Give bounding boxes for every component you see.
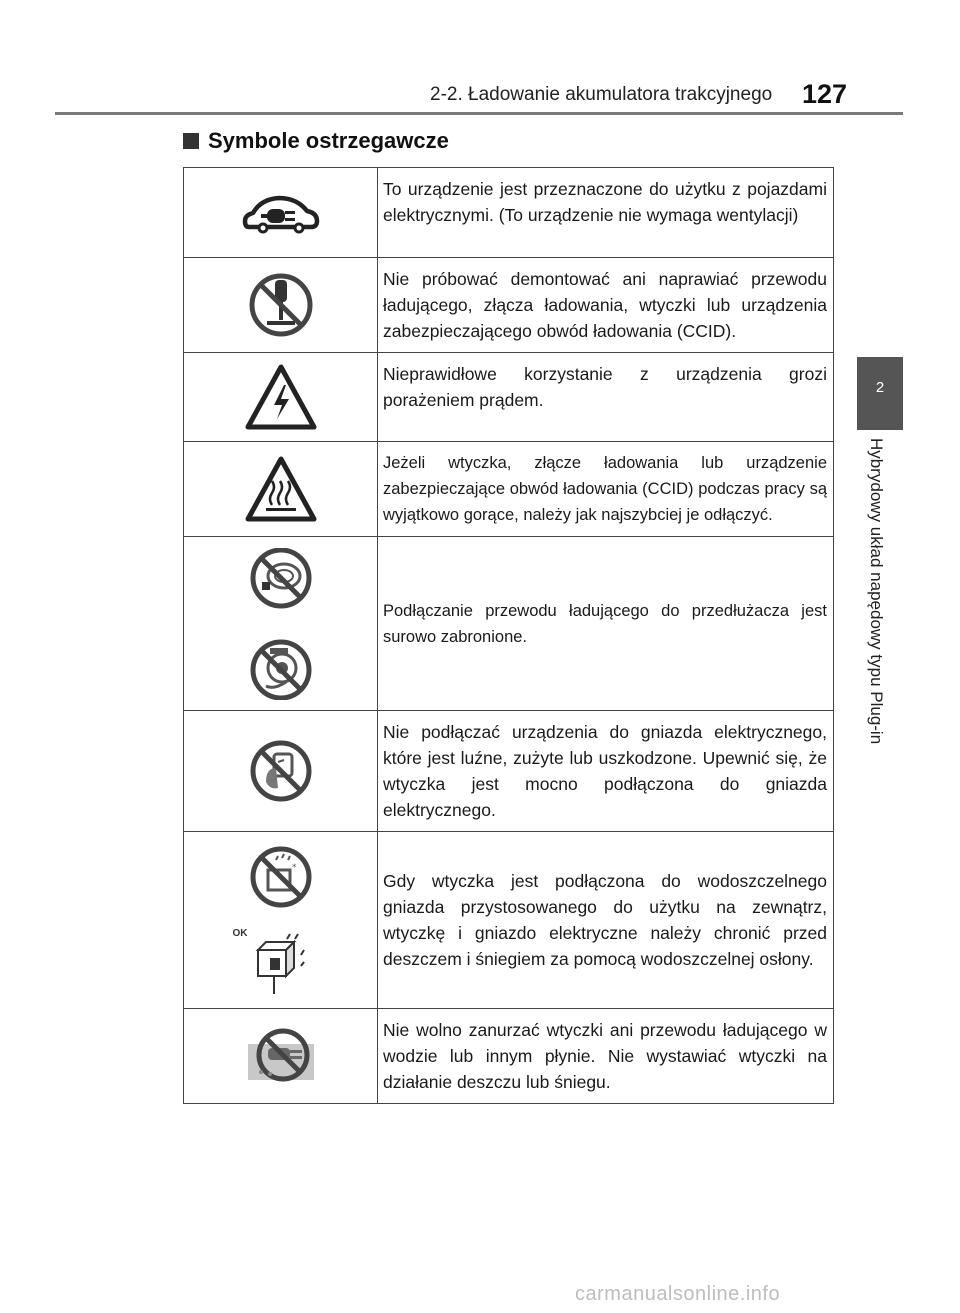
table-row: [184, 168, 834, 258]
table-row: [184, 353, 834, 442]
no-disassembly-screwdriver-icon: [248, 272, 314, 338]
watermark: carmanualsonline.info: [575, 1283, 781, 1305]
warning-symbols-table: [183, 167, 834, 1104]
bullet-square-icon: [183, 133, 199, 149]
description-text: Podłączanie przewodu ładującego do przedłużacza jest surowo zabronione.: [378, 537, 834, 711]
description-text: To urządzenie jest przeznaczone do użytku z pojazdami elektrycznymi. (To urządzenie nie wymaga wentylacji): [378, 168, 834, 258]
icon-cell: [184, 1009, 378, 1104]
table-row: [184, 442, 834, 537]
icon-cell: [184, 353, 378, 442]
table-row: [184, 711, 834, 832]
description-text: Jeżeli wtyczka, złącze ładowania lub urządzenie zabezpieczające obwód ładowania (CCID) podczas pracy są wyjątkowo gorące, należy jak najszybciej je odłączyć.: [378, 442, 834, 537]
description-text: Nie próbować demontować ani naprawiać przewodu ładującego, złącza ładowania, wtyczki lub urządzenia zabezpieczającego obwód ładowania (CCID).: [378, 258, 834, 353]
icon-cell: [184, 832, 378, 1009]
page-number: 127: [802, 79, 848, 109]
description-text: Nie podłączać urządzenia do gniazda elektrycznego, które jest luźne, zużyte lub uszkodzone. Upewnić się, że wtyczka jest mocno podłączona do gniazda elektrycznego.: [378, 711, 834, 832]
no-loose-outlet-icon: [248, 738, 314, 804]
icon-cell: [184, 168, 378, 258]
table-row: [184, 1009, 834, 1104]
description-text: Nie wolno zanurzać wtyczki ani przewodu ładującego w wodzie lub innym płynie. Nie wystawiać wtyczki na działanie deszczu lub śniegu.: [378, 1009, 834, 1104]
section-title: [183, 128, 449, 154]
electric-shock-warning-icon: [244, 363, 318, 431]
no-extension-cord-icon: [248, 548, 314, 700]
chapter-side-label: [861, 438, 891, 798]
description-text: Gdy wtyczka jest podłączona do wodoszczelnego gniazda przystosowanego do użytku na zewnątrz, wtyczkę i gniazdo elektryczne należy chronić przed deszczem i śniegiem za pomocą wodoszczelnej osłony.: [378, 832, 834, 1009]
icon-cell: [184, 537, 378, 711]
ok-label: OK: [232, 928, 248, 939]
description-text: Nieprawidłowe korzystanie z urządzenia grozi porażeniem prądem.: [378, 353, 834, 442]
no-submerge-icon: [246, 1028, 316, 1084]
table-row: [184, 832, 834, 1009]
weatherproof-outlet-icon: [246, 928, 316, 998]
table-row: [184, 537, 834, 711]
icon-cell: [184, 258, 378, 353]
header-divider: [55, 112, 903, 115]
icon-cell: [184, 442, 378, 537]
header-title: 2-2. Ładowanie akumulatora trakcyjnego: [430, 84, 773, 105]
electric-vehicle-plug-icon: [241, 191, 321, 235]
chapter-number: 2: [875, 379, 885, 396]
svg-text:*: *: [291, 863, 296, 873]
chapter-tab: [857, 357, 903, 430]
table-row: [184, 258, 834, 353]
no-outdoor-rain-icon: [248, 844, 314, 910]
section-title-text: Symbole ostrzegawcze: [208, 128, 449, 153]
hot-surface-warning-icon: [244, 455, 318, 523]
icon-cell: [184, 711, 378, 832]
chapter-title: Hybrydowy układ napędowy typu Plug-in: [867, 438, 886, 745]
